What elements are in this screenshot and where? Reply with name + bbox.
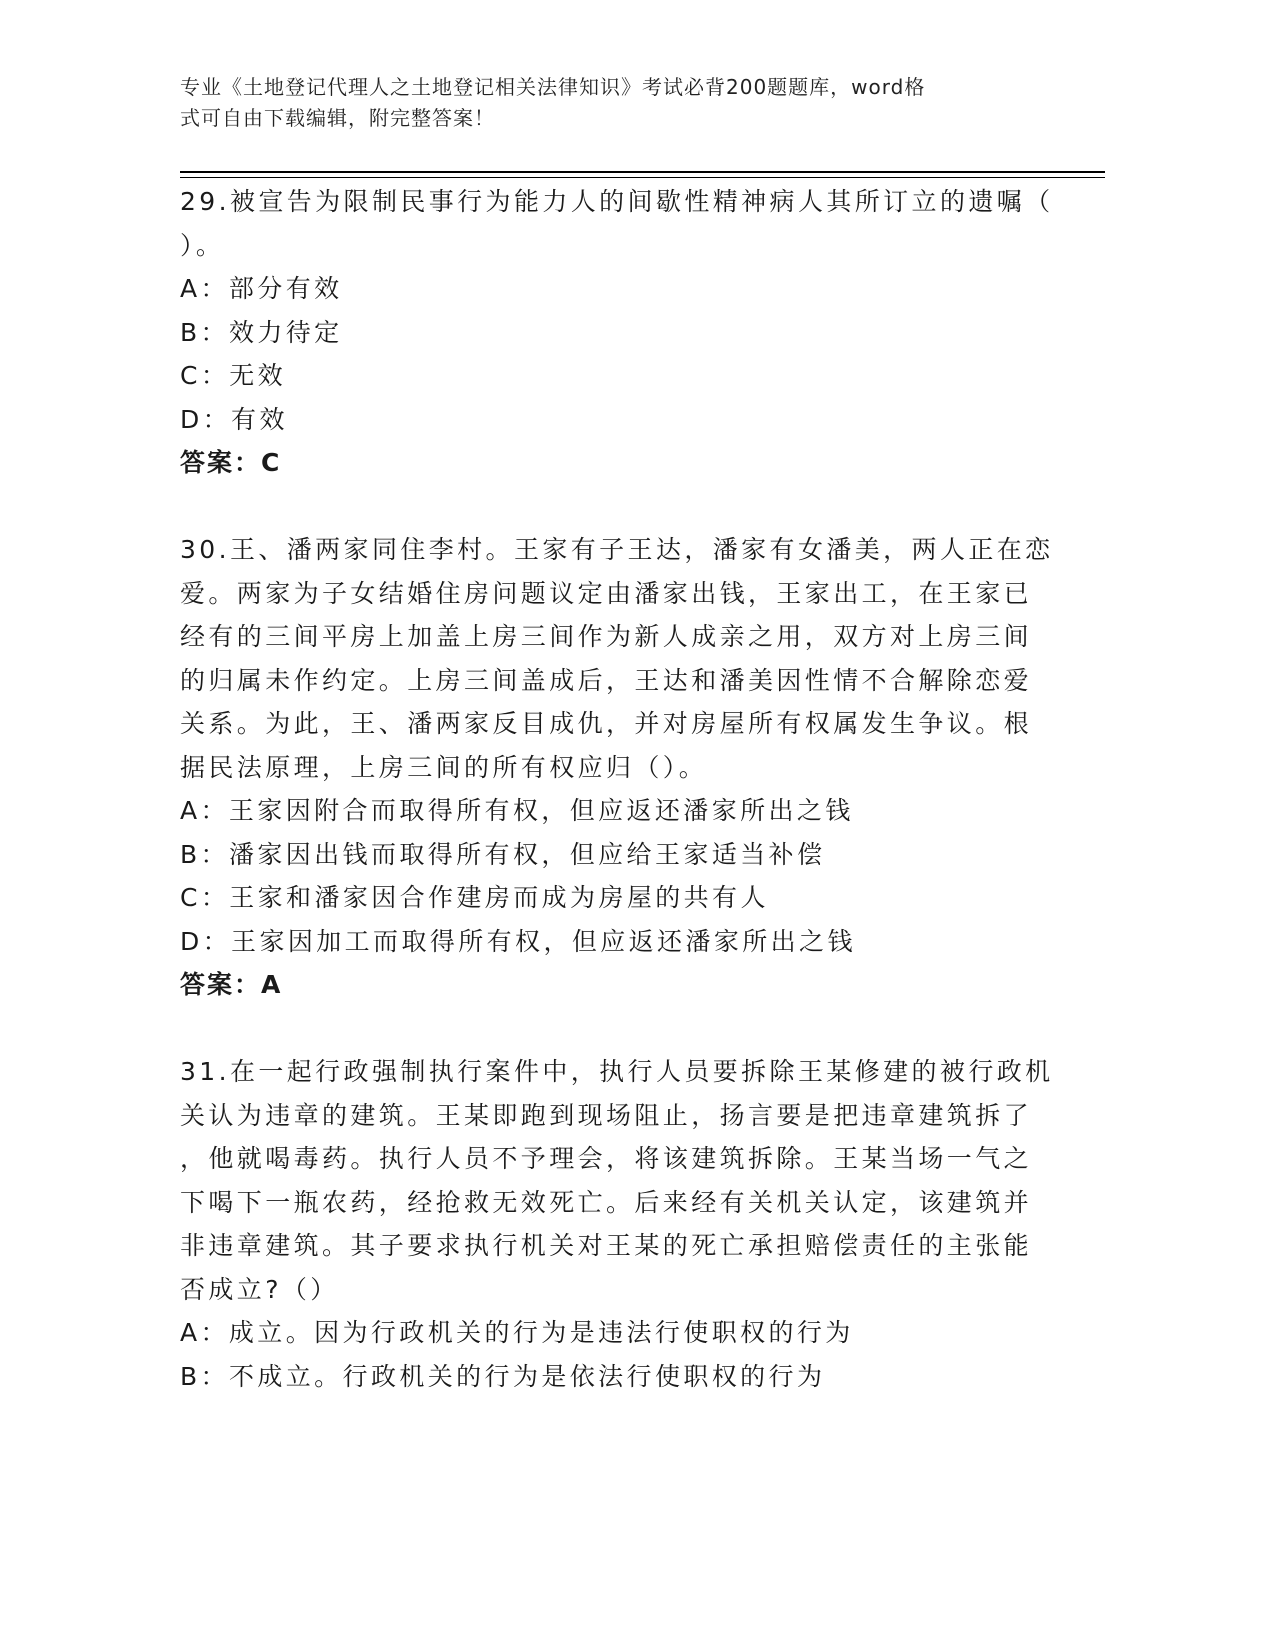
question-text: 29.被宣告为限制民事行为能力人的间歇性精神病人其所订立的遗嘱（ (180, 187, 1054, 216)
question-text: 否成立?（） (180, 1274, 339, 1304)
question-text: 爱。两家为子女结婚住房问题议定由潘家出钱，王家出工，在王家已 (180, 578, 1033, 608)
answer: 答案：A (180, 970, 283, 999)
question-text: 31.在一起行政强制执行案件中，执行人员要拆除王某修建的被行政机 (180, 1057, 1054, 1086)
option-a: A：部分有效 (180, 274, 343, 303)
option-b: B：效力待定 (180, 317, 343, 347)
question-text: 经有的三间平房上加盖上房三间作为新人成亲之用，双方对上房三间 (180, 622, 1033, 651)
question-text: 的归属未作约定。上房三间盖成后，王达和潘美因性情不合解除恋爱 (180, 665, 1033, 695)
question-text: 非违章建筑。其子要求执行机关对王某的死亡承担赔偿责任的主张能 (180, 1231, 1033, 1260)
question-30 (180, 528, 1080, 1007)
option-a: A：成立。因为行政机关的行为是违法行使职权的行为 (180, 1318, 854, 1347)
question-text: 关系。为此，王、潘两家反目成仇，并对房屋所有权属发生争议。根 (180, 709, 1033, 738)
option-b: B：潘家因出钱而取得所有权，但应给王家适当补偿 (180, 839, 826, 869)
question-29 (180, 180, 1080, 485)
option-c: C：王家和潘家因合作建房而成为房屋的共有人 (180, 883, 769, 912)
option-c: C：无效 (180, 361, 287, 390)
question-list (180, 180, 1080, 1398)
question-text: ，他就喝毒药。执行人员不予理会，将该建筑拆除。王某当场一气之 (180, 1144, 1033, 1173)
question-text: 关认为违章的建筑。王某即跑到现场阻止，扬言要是把违章建筑拆了 (180, 1100, 1033, 1130)
option-b: B：不成立。行政机关的行为是依法行使职权的行为 (180, 1361, 826, 1391)
header-divider (180, 171, 1105, 173)
question-text: 下喝下一瓶农药，经抢救无效死亡。后来经有关机关认定，该建筑并 (180, 1187, 1033, 1217)
question-text: 30.王、潘两家同住李村。王家有子王达，潘家有女潘美，两人正在恋 (180, 535, 1054, 564)
option-d: D：有效 (180, 404, 288, 434)
question-text: 据民法原理，上房三间的所有权应归（）。 (180, 752, 708, 782)
answer: 答案：C (180, 448, 282, 477)
question-31 (180, 1050, 1080, 1398)
question-text: ）。 (180, 230, 225, 260)
header-divider (180, 177, 1105, 178)
document-header (180, 72, 1110, 134)
option-a: A：王家因附合而取得所有权，但应返还潘家所出之钱 (180, 796, 854, 825)
header-line: 专业《土地登记代理人之土地登记相关法律知识》考试必背200题题库，word格 (180, 75, 926, 99)
header-line: 式可自由下载编辑，附完整答案！ (180, 106, 495, 130)
option-d: D：王家因加工而取得所有权，但应返还潘家所出之钱 (180, 926, 856, 956)
